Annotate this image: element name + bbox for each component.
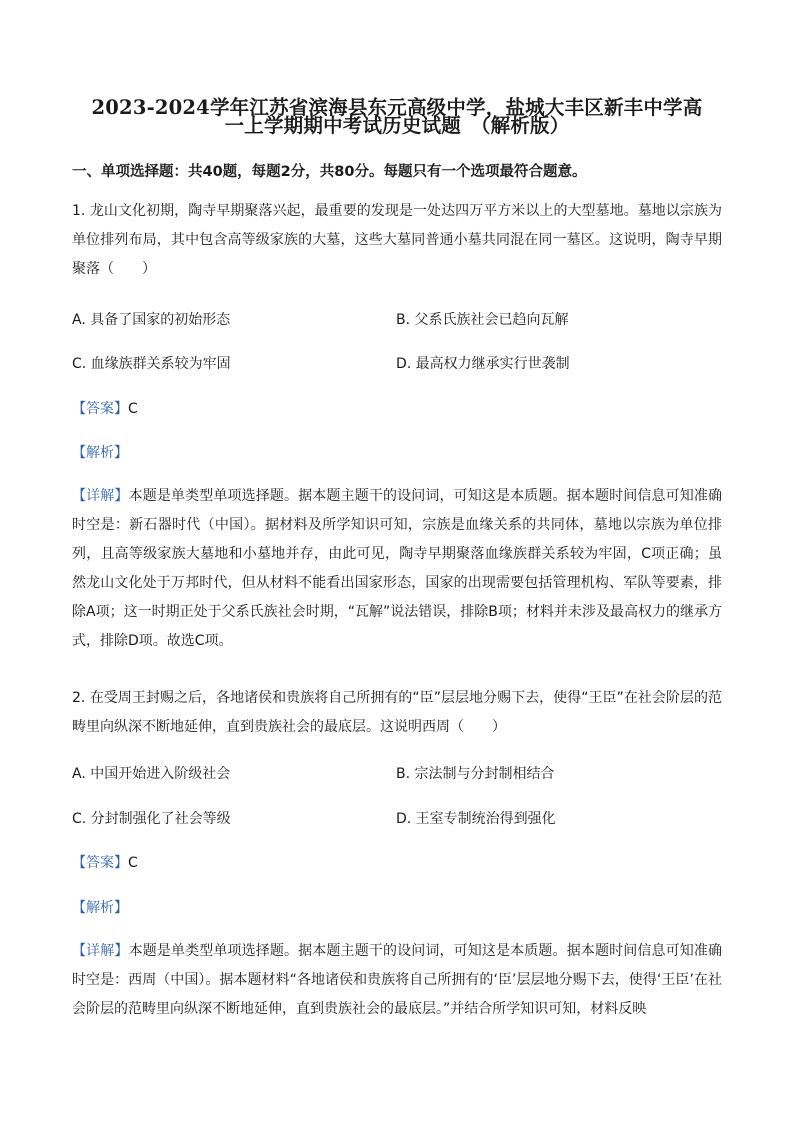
question-1-detail: 【详解】本题是单类型单项选择题。据本题主题干的设问词，可知这是本质题。据本题时间信息可知准确时空是：新石器时代（中国）。据材料及所学知识可知，宗族是血缘关系的共同体，墓地以宗族为单位排列，且高等级家族大墓地和小墓地并存，由此可见，陶寺早期聚落血缘族群关系较为牢固，C项正确；虽然龙山文化处于万邦时代，但从材料不能看出国家形态，国家的出现需要包括管理机构、军队等要素，排除A项；这一时期正处于父系氏族社会时期，“瓦解”说法错误，排除B项；材料并未涉及最高权力的继承方式，排除D项。故选C项。 (72, 488, 723, 649)
question-1-option-d: D. 最高权力继承实行世袭制 (396, 356, 570, 372)
question-1-option-a: A. 具备了国家的初始形态 (72, 312, 231, 328)
question-2-option-a: A. 中国开始进入阶级社会 (72, 766, 231, 782)
document-title-line-1: 2023-2024学年江苏省滨海县东元高级中学，盐城大丰区新丰中学高 (91, 96, 703, 119)
analysis-label: 解析 (86, 445, 114, 461)
answer-label: 答案 (86, 855, 114, 871)
answer-label: 答案 (86, 401, 114, 417)
answer-value: C (128, 401, 138, 417)
question-1-analysis-heading: 【解析】 (72, 445, 128, 461)
document-title-line-2: 一上学期期中考试历史试题 （解析版） (224, 114, 570, 137)
analysis-label: 解析 (86, 900, 114, 916)
detail-label: 详解 (86, 943, 115, 959)
question-2-option-b: B. 宗法制与分封制相结合 (396, 766, 555, 782)
question-2-stem: 2. 在受周王封赐之后，各地诸侯和贵族将自己所拥有的“臣”层层地分赐下去，使得“王臣”在社会阶层的范畴里向纵深不断地延伸，直到贵族社会的最底层。这说明西周（ ） (72, 690, 722, 735)
detail-label: 详解 (86, 488, 115, 504)
question-2-option-c: C. 分封制强化了社会等级 (72, 811, 231, 827)
question-1-stem: 1. 龙山文化初期，陶寺早期聚落兴起，最重要的发现是一处达四万平方米以上的大型墓地。墓地以宗族为单位排列布局，其中包含高等级家族的大墓，这些大墓同普通小墓共同混在同一墓区。这说明，陶寺早期聚落（ ） (72, 203, 722, 277)
question-1-option-b: B. 父系氏族社会已趋向瓦解 (396, 312, 569, 328)
question-2-option-d: D. 王室专制统治得到强化 (396, 811, 556, 827)
question-1-option-c: C. 血缘族群关系较为牢固 (72, 356, 231, 372)
answer-value: C (128, 855, 138, 871)
question-2-detail: 【详解】本题是单类型单项选择题。据本题主题干的设问词，可知这是本质题。据本题时间信息可知准确时空是：西周（中国）。据本题材料“各地诸侯和贵族将自己所拥有的‘臣’层层地分赐下去，使得‘王臣’在社会阶层的范畴里向纵深不断地延伸，直到贵族社会的最底层。”并结合所学知识可知，材料反映 (72, 943, 723, 1017)
detail-text: 本题是单类型单项选择题。据本题主题干的设问词，可知这是本质题。据本题时间信息可知准确时空是：新石器时代（中国）。据材料及所学知识可知，宗族是血缘关系的共同体，墓地以宗族为单位排列，且高等级家族大墓地和小墓地并存，由此可见，陶寺早期聚落血缘族群关系较为牢固，C项正确；虽然龙山文化处于万邦时代，但从材料不能看出国家形态，国家的出现需要包括管理机构、军队等要素，排除A项；这一时期正处于父系氏族社会时期，“瓦解”说法错误，排除B项；材料并未涉及最高权力的继承方式，排除D项。故选C项。 (72, 488, 723, 649)
question-2-answer: 【答案】C (72, 855, 138, 871)
question-2-analysis-heading: 【解析】 (72, 900, 128, 916)
detail-text: 本题是单类型单项选择题。据本题主题干的设问词，可知这是本质题。据本题时间信息可知准确时空是：西周（中国）。据本题材料“各地诸侯和贵族将自己所拥有的‘臣’层层地分赐下去，使得‘王臣’在社会阶层的范畴里向纵深不断地延伸，直到贵族社会的最底层。”并结合所学知识可知，材料反映 (72, 943, 723, 1017)
question-1-answer: 【答案】C (72, 401, 138, 417)
section-heading: 一、单项选择题：共40题，每题2分，共80分。每题只有一个选项最符合题意。 (72, 164, 587, 180)
